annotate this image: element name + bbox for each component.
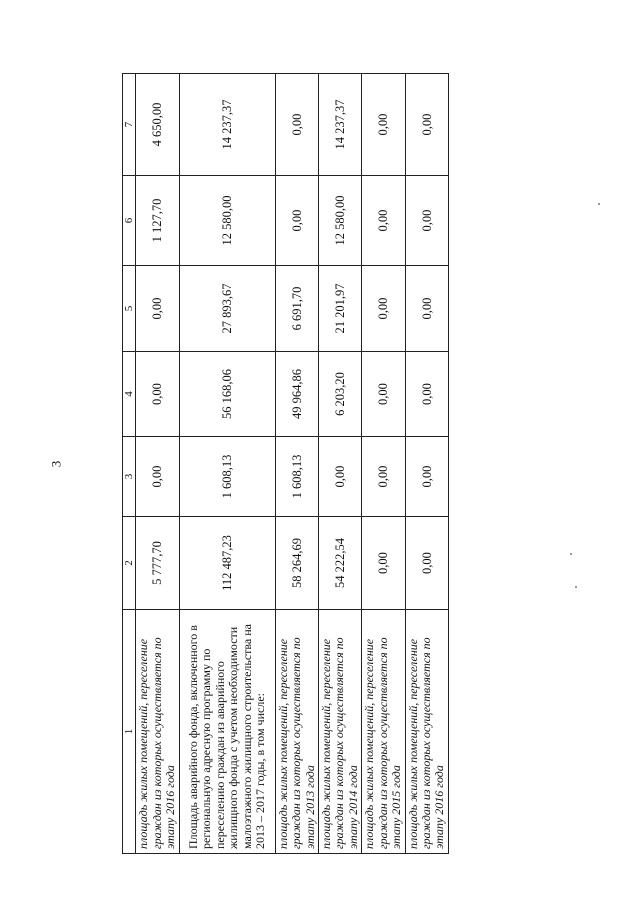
table-row <box>362 74 405 854</box>
table-cell: 0,00 <box>362 517 405 610</box>
table-cell: 0,00 <box>405 74 448 176</box>
table-cell: 0,00 <box>318 437 361 517</box>
table-cell: 54 222,54 <box>318 517 361 610</box>
row-label: площадь жилых помещений, переселение граждан из которых осуществляется по этапу 2016 года <box>405 610 448 854</box>
table-row <box>136 74 179 854</box>
table-cell: 58 264,69 <box>275 517 318 610</box>
table-header-row <box>123 74 136 854</box>
table-cell: 5 777,70 <box>136 517 179 610</box>
table-cell: 0,00 <box>136 266 179 352</box>
table-cell: 1 608,13 <box>275 437 318 517</box>
rotated-table-wrapper <box>122 74 447 854</box>
row-label: площадь жилых помещений, переселение граждан из которых осуществляется по этапу 2015 года <box>362 610 405 854</box>
column-header: 6 <box>123 176 136 266</box>
table-cell: 0,00 <box>362 437 405 517</box>
table-cell: 21 201,97 <box>318 266 361 352</box>
table-row <box>318 74 361 854</box>
table-cell: 1 127,70 <box>136 176 179 266</box>
table-cell: 12 580,00 <box>179 176 275 266</box>
table-cell: 56 168,06 <box>179 352 275 437</box>
table-cell: 14 237,37 <box>318 74 361 176</box>
table-row <box>275 74 318 854</box>
table-cell: 0,00 <box>405 176 448 266</box>
table-cell: 0,00 <box>405 352 448 437</box>
row-label: площадь жилых помещений, переселение граждан из которых осуществляется по этапу 2013 года <box>275 610 318 854</box>
area-table <box>122 74 447 854</box>
table-cell: 0,00 <box>275 74 318 176</box>
table-cell: 14 237,37 <box>179 74 275 176</box>
table-cell: 0,00 <box>275 176 318 266</box>
table-cell: 0,00 <box>362 266 405 352</box>
table-cell: 0,00 <box>136 437 179 517</box>
table-row <box>179 74 275 854</box>
column-header: 4 <box>123 352 136 437</box>
column-header: 2 <box>123 517 136 610</box>
scan-speck <box>598 203 600 205</box>
column-header: 7 <box>123 74 136 176</box>
column-header: 5 <box>123 266 136 352</box>
page-number: 3 <box>48 460 64 468</box>
table-cell: 0,00 <box>362 74 405 176</box>
row-label: площадь жилых помещений, переселение граждан из которых осуществляется по этапу 2016 года <box>136 610 179 854</box>
scan-speck <box>575 586 577 588</box>
scan-speck <box>570 553 572 555</box>
row-label: площадь жилых помещений, переселение граждан из которых осуществляется по этапу 2014 года <box>318 610 361 854</box>
table-cell: 0,00 <box>405 437 448 517</box>
table-cell: 112 487,23 <box>179 517 275 610</box>
table-cell: 6 691,70 <box>275 266 318 352</box>
column-header: 3 <box>123 437 136 517</box>
table-cell: 0,00 <box>136 352 179 437</box>
table-row <box>405 74 448 854</box>
row-label: Площадь аварийного фонда, включенного в региональную адресную программу по переселению граждан из аварийного жилищного фонда с учетом необходимости малоэтажного жилищного строительства на 2013 – 2017 годы, в том числе: <box>179 610 275 854</box>
table-cell: 0,00 <box>362 176 405 266</box>
table-cell: 4 650,00 <box>136 74 179 176</box>
table-cell: 0,00 <box>405 517 448 610</box>
table-cell: 1 608,13 <box>179 437 275 517</box>
table-cell: 12 580,00 <box>318 176 361 266</box>
column-header: 1 <box>123 610 136 854</box>
table-cell: 49 964,86 <box>275 352 318 437</box>
table-cell: 6 203,20 <box>318 352 361 437</box>
table-cell: 0,00 <box>362 352 405 437</box>
table-cell: 0,00 <box>405 266 448 352</box>
table-cell: 27 893,67 <box>179 266 275 352</box>
